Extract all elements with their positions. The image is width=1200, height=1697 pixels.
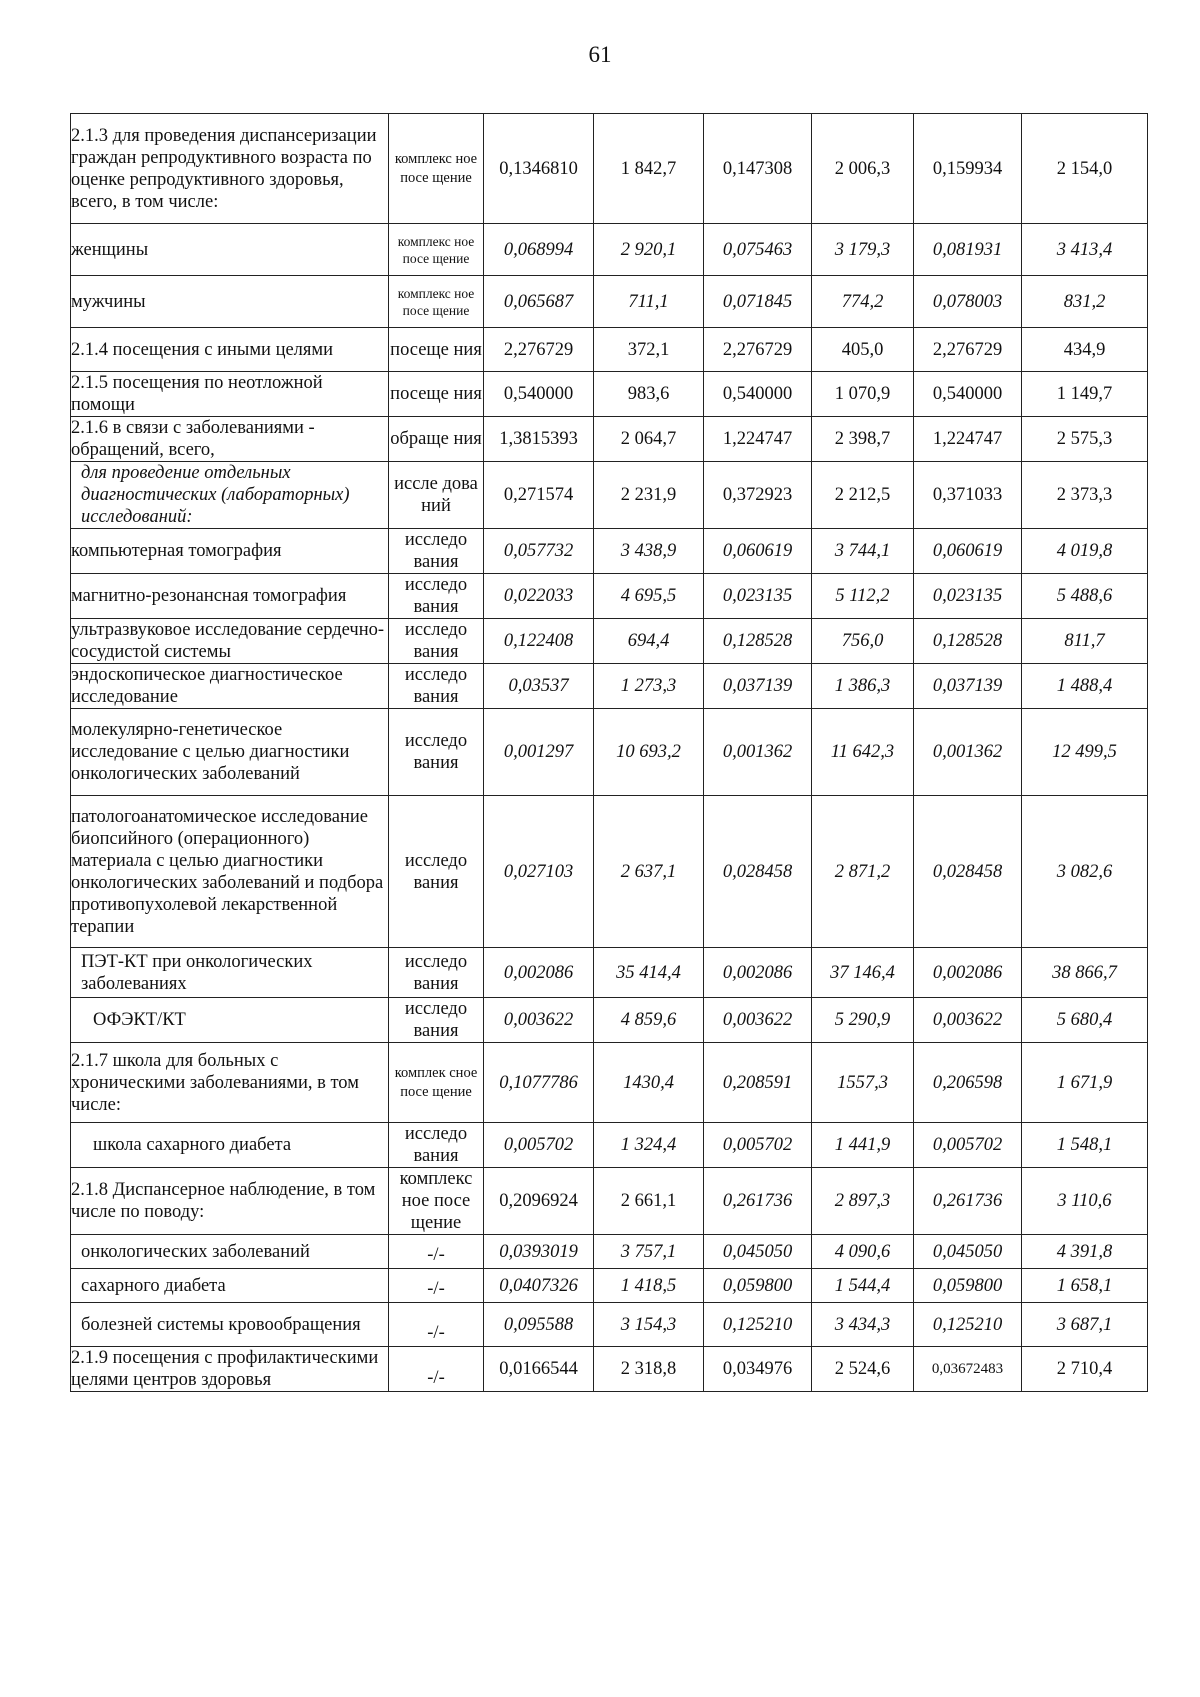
row-unit: комплекс ное посе щение — [389, 276, 484, 328]
row-value-1: 0,068994 — [484, 224, 594, 276]
row-value-5: 0,03672483 — [914, 1347, 1022, 1392]
row-value-1: 0,122408 — [484, 619, 594, 664]
row-unit: обраще ния — [389, 417, 484, 462]
row-value-1: 0,271574 — [484, 462, 594, 529]
row-value-2: 983,6 — [594, 372, 704, 417]
row-value-1: 0,1346810 — [484, 114, 594, 224]
row-unit: иссле дова ний — [389, 462, 484, 529]
row-unit: посеще ния — [389, 372, 484, 417]
row-unit: комплек сное посе щение — [389, 1043, 484, 1123]
row-value-6: 1 488,4 — [1022, 664, 1148, 709]
row-value-3: 0,045050 — [704, 1235, 812, 1269]
row-value-4: 2 212,5 — [812, 462, 914, 529]
row-value-2: 1 324,4 — [594, 1123, 704, 1168]
row-value-1: 0,065687 — [484, 276, 594, 328]
row-value-3: 0,060619 — [704, 529, 812, 574]
row-name: сахарного диабета — [71, 1269, 389, 1303]
table-row — [71, 276, 1148, 328]
row-value-3: 0,023135 — [704, 574, 812, 619]
row-value-5: 2,276729 — [914, 328, 1022, 372]
row-value-6: 2 154,0 — [1022, 114, 1148, 224]
row-value-2: 3 154,3 — [594, 1303, 704, 1347]
row-value-6: 2 575,3 — [1022, 417, 1148, 462]
row-name: болезней системы кровообращения — [71, 1303, 389, 1347]
row-value-5: 1,224747 — [914, 417, 1022, 462]
row-value-4: 1 544,4 — [812, 1269, 914, 1303]
row-unit: исследо вания — [389, 574, 484, 619]
row-value-3: 0,208591 — [704, 1043, 812, 1123]
row-value-5: 0,125210 — [914, 1303, 1022, 1347]
tariff-table — [70, 113, 1148, 1392]
table-row — [71, 619, 1148, 664]
row-value-1: 1,3815393 — [484, 417, 594, 462]
row-value-6: 1 671,9 — [1022, 1043, 1148, 1123]
row-value-3: 0,125210 — [704, 1303, 812, 1347]
row-value-6: 5 680,4 — [1022, 998, 1148, 1043]
row-value-4: 1557,3 — [812, 1043, 914, 1123]
row-unit: -/- — [389, 1269, 484, 1303]
row-value-3: 0,075463 — [704, 224, 812, 276]
row-value-6: 4 391,8 — [1022, 1235, 1148, 1269]
row-name: 2.1.6 в связи с заболеваниями - обращений, всего, — [71, 417, 389, 462]
row-value-1: 0,0407326 — [484, 1269, 594, 1303]
row-value-4: 774,2 — [812, 276, 914, 328]
row-name: 2.1.3 для проведения диспансеризации граждан репродуктивного возраста по оценке репродуктивного здоровья, всего, в том числе: — [71, 114, 389, 224]
row-value-6: 2 373,3 — [1022, 462, 1148, 529]
row-value-1: 2,276729 — [484, 328, 594, 372]
row-unit: комплекс ное посе щение — [389, 1168, 484, 1235]
row-name: магнитно-резонансная томография — [71, 574, 389, 619]
row-value-5: 0,078003 — [914, 276, 1022, 328]
row-value-1: 0,2096924 — [484, 1168, 594, 1235]
row-name: онкологических заболеваний — [71, 1235, 389, 1269]
table-row — [71, 328, 1148, 372]
row-value-6: 1 658,1 — [1022, 1269, 1148, 1303]
row-value-2: 3 438,9 — [594, 529, 704, 574]
row-value-2: 711,1 — [594, 276, 704, 328]
row-value-2: 2 064,7 — [594, 417, 704, 462]
row-value-6: 4 019,8 — [1022, 529, 1148, 574]
table-row — [71, 1235, 1148, 1269]
row-value-6: 1 149,7 — [1022, 372, 1148, 417]
row-value-4: 756,0 — [812, 619, 914, 664]
row-value-5: 0,037139 — [914, 664, 1022, 709]
row-value-2: 4 695,5 — [594, 574, 704, 619]
row-value-5: 0,371033 — [914, 462, 1022, 529]
row-name: 2.1.8 Диспансерное наблюдение, в том числе по поводу: — [71, 1168, 389, 1235]
row-name: мужчины — [71, 276, 389, 328]
row-unit: исследо вания — [389, 529, 484, 574]
table-row — [71, 1269, 1148, 1303]
row-name: эндоскопическое диагностическое исследование — [71, 664, 389, 709]
row-unit: комплекс ное посе щение — [389, 224, 484, 276]
row-value-5: 0,028458 — [914, 796, 1022, 948]
row-value-4: 1 070,9 — [812, 372, 914, 417]
row-value-3: 0,540000 — [704, 372, 812, 417]
row-name: школа сахарного диабета — [71, 1123, 389, 1168]
row-value-4: 37 146,4 — [812, 948, 914, 998]
row-value-3: 0,128528 — [704, 619, 812, 664]
table-row — [71, 114, 1148, 224]
row-value-5: 0,003622 — [914, 998, 1022, 1043]
row-value-5: 0,540000 — [914, 372, 1022, 417]
table-row — [71, 462, 1148, 529]
table-row — [71, 1043, 1148, 1123]
page-number: 61 — [588, 42, 612, 67]
row-value-5: 0,206598 — [914, 1043, 1022, 1123]
table-row — [71, 574, 1148, 619]
row-value-6: 12 499,5 — [1022, 709, 1148, 796]
row-value-1: 0,0166544 — [484, 1347, 594, 1392]
row-value-4: 405,0 — [812, 328, 914, 372]
row-name: для проведение отдельных диагностических (лабораторных) исследований: — [71, 462, 389, 529]
row-value-2: 4 859,6 — [594, 998, 704, 1043]
table-row — [71, 709, 1148, 796]
row-value-6: 2 710,4 — [1022, 1347, 1148, 1392]
row-value-6: 811,7 — [1022, 619, 1148, 664]
row-name: компьютерная томография — [71, 529, 389, 574]
row-value-2: 1 418,5 — [594, 1269, 704, 1303]
row-value-2: 1430,4 — [594, 1043, 704, 1123]
row-name: 2.1.4 посещения с иными целями — [71, 328, 389, 372]
row-value-2: 10 693,2 — [594, 709, 704, 796]
row-value-3: 0,034976 — [704, 1347, 812, 1392]
row-value-4: 3 179,3 — [812, 224, 914, 276]
row-value-2: 1 273,3 — [594, 664, 704, 709]
row-name: женщины — [71, 224, 389, 276]
row-value-1: 0,001297 — [484, 709, 594, 796]
row-value-1: 0,540000 — [484, 372, 594, 417]
row-value-1: 0,005702 — [484, 1123, 594, 1168]
row-name: 2.1.7 школа для больных с хроническими заболеваниями, в том числе: — [71, 1043, 389, 1123]
row-value-1: 0,03537 — [484, 664, 594, 709]
row-name: 2.1.5 посещения по неотложной помощи — [71, 372, 389, 417]
row-value-1: 0,095588 — [484, 1303, 594, 1347]
row-value-5: 0,128528 — [914, 619, 1022, 664]
row-value-4: 3 434,3 — [812, 1303, 914, 1347]
row-value-1: 0,027103 — [484, 796, 594, 948]
row-value-2: 2 318,8 — [594, 1347, 704, 1392]
table-row — [71, 1123, 1148, 1168]
row-value-2: 1 842,7 — [594, 114, 704, 224]
row-value-3: 0,071845 — [704, 276, 812, 328]
row-name: ОФЭКТ/КТ — [71, 998, 389, 1043]
row-value-6: 38 866,7 — [1022, 948, 1148, 998]
table-row — [71, 224, 1148, 276]
row-name: молекулярно-генетическое исследование с целью диагностики онкологических заболеваний — [71, 709, 389, 796]
row-unit: -/- — [389, 1235, 484, 1269]
row-value-2: 2 637,1 — [594, 796, 704, 948]
row-value-3: 0,059800 — [704, 1269, 812, 1303]
row-value-2: 372,1 — [594, 328, 704, 372]
row-value-1: 0,057732 — [484, 529, 594, 574]
row-value-2: 2 920,1 — [594, 224, 704, 276]
row-unit: -/- — [389, 1347, 484, 1392]
row-value-4: 2 897,3 — [812, 1168, 914, 1235]
row-value-5: 0,005702 — [914, 1123, 1022, 1168]
row-unit: посеще ния — [389, 328, 484, 372]
row-value-4: 1 441,9 — [812, 1123, 914, 1168]
row-value-5: 0,059800 — [914, 1269, 1022, 1303]
row-unit: исследо вания — [389, 1123, 484, 1168]
row-value-3: 0,261736 — [704, 1168, 812, 1235]
row-value-4: 2 006,3 — [812, 114, 914, 224]
row-value-6: 3 413,4 — [1022, 224, 1148, 276]
table-row — [71, 529, 1148, 574]
table-row — [71, 372, 1148, 417]
row-value-3: 0,147308 — [704, 114, 812, 224]
row-unit: исследо вания — [389, 796, 484, 948]
row-unit: исследо вания — [389, 998, 484, 1043]
row-value-6: 5 488,6 — [1022, 574, 1148, 619]
row-value-2: 694,4 — [594, 619, 704, 664]
row-value-3: 0,028458 — [704, 796, 812, 948]
row-unit: исследо вания — [389, 619, 484, 664]
row-value-2: 3 757,1 — [594, 1235, 704, 1269]
row-value-5: 0,261736 — [914, 1168, 1022, 1235]
row-name: ПЭТ-КТ при онкологических заболеваниях — [71, 948, 389, 998]
row-unit: комплекс ное посе щение — [389, 114, 484, 224]
row-value-3: 0,001362 — [704, 709, 812, 796]
row-value-5: 0,159934 — [914, 114, 1022, 224]
row-value-4: 11 642,3 — [812, 709, 914, 796]
row-value-6: 434,9 — [1022, 328, 1148, 372]
row-value-3: 1,224747 — [704, 417, 812, 462]
row-value-5: 0,023135 — [914, 574, 1022, 619]
row-value-6: 831,2 — [1022, 276, 1148, 328]
row-value-6: 3 082,6 — [1022, 796, 1148, 948]
row-value-4: 5 290,9 — [812, 998, 914, 1043]
row-value-4: 2 524,6 — [812, 1347, 914, 1392]
row-value-6: 1 548,1 — [1022, 1123, 1148, 1168]
row-value-2: 2 231,9 — [594, 462, 704, 529]
row-unit: исследо вания — [389, 948, 484, 998]
row-value-5: 0,060619 — [914, 529, 1022, 574]
row-value-1: 0,003622 — [484, 998, 594, 1043]
row-unit: исследо вания — [389, 709, 484, 796]
row-value-4: 2 398,7 — [812, 417, 914, 462]
table-row — [71, 1347, 1148, 1392]
row-value-3: 0,002086 — [704, 948, 812, 998]
row-value-1: 0,002086 — [484, 948, 594, 998]
row-value-6: 3 110,6 — [1022, 1168, 1148, 1235]
row-value-3: 0,037139 — [704, 664, 812, 709]
row-value-4: 5 112,2 — [812, 574, 914, 619]
table-row — [71, 1303, 1148, 1347]
table-row — [71, 948, 1148, 998]
row-value-3: 2,276729 — [704, 328, 812, 372]
row-value-1: 0,1077786 — [484, 1043, 594, 1123]
row-name: патологоанатомическое исследование биопсийного (операционного) материала с целью диагностики онкологических заболеваний и подбора противопухолевой лекарственной терапии — [71, 796, 389, 948]
row-name: ультразвуковое исследование сердечно-сосудистой системы — [71, 619, 389, 664]
table-row — [71, 664, 1148, 709]
row-unit: исследо вания — [389, 664, 484, 709]
row-value-4: 2 871,2 — [812, 796, 914, 948]
row-value-3: 0,003622 — [704, 998, 812, 1043]
row-value-4: 1 386,3 — [812, 664, 914, 709]
row-value-5: 0,081931 — [914, 224, 1022, 276]
table-row — [71, 998, 1148, 1043]
row-unit: -/- — [389, 1303, 484, 1347]
row-name: 2.1.9 посещения с профилактическими целями центров здоровья — [71, 1347, 389, 1392]
row-value-5: 0,045050 — [914, 1235, 1022, 1269]
table-row — [71, 796, 1148, 948]
row-value-2: 35 414,4 — [594, 948, 704, 998]
table-row — [71, 417, 1148, 462]
row-value-6: 3 687,1 — [1022, 1303, 1148, 1347]
row-value-5: 0,001362 — [914, 709, 1022, 796]
row-value-1: 0,0393019 — [484, 1235, 594, 1269]
row-value-2: 2 661,1 — [594, 1168, 704, 1235]
row-value-4: 3 744,1 — [812, 529, 914, 574]
row-value-3: 0,372923 — [704, 462, 812, 529]
table-row — [71, 1168, 1148, 1235]
row-value-3: 0,005702 — [704, 1123, 812, 1168]
row-value-1: 0,022033 — [484, 574, 594, 619]
row-value-5: 0,002086 — [914, 948, 1022, 998]
row-value-4: 4 090,6 — [812, 1235, 914, 1269]
